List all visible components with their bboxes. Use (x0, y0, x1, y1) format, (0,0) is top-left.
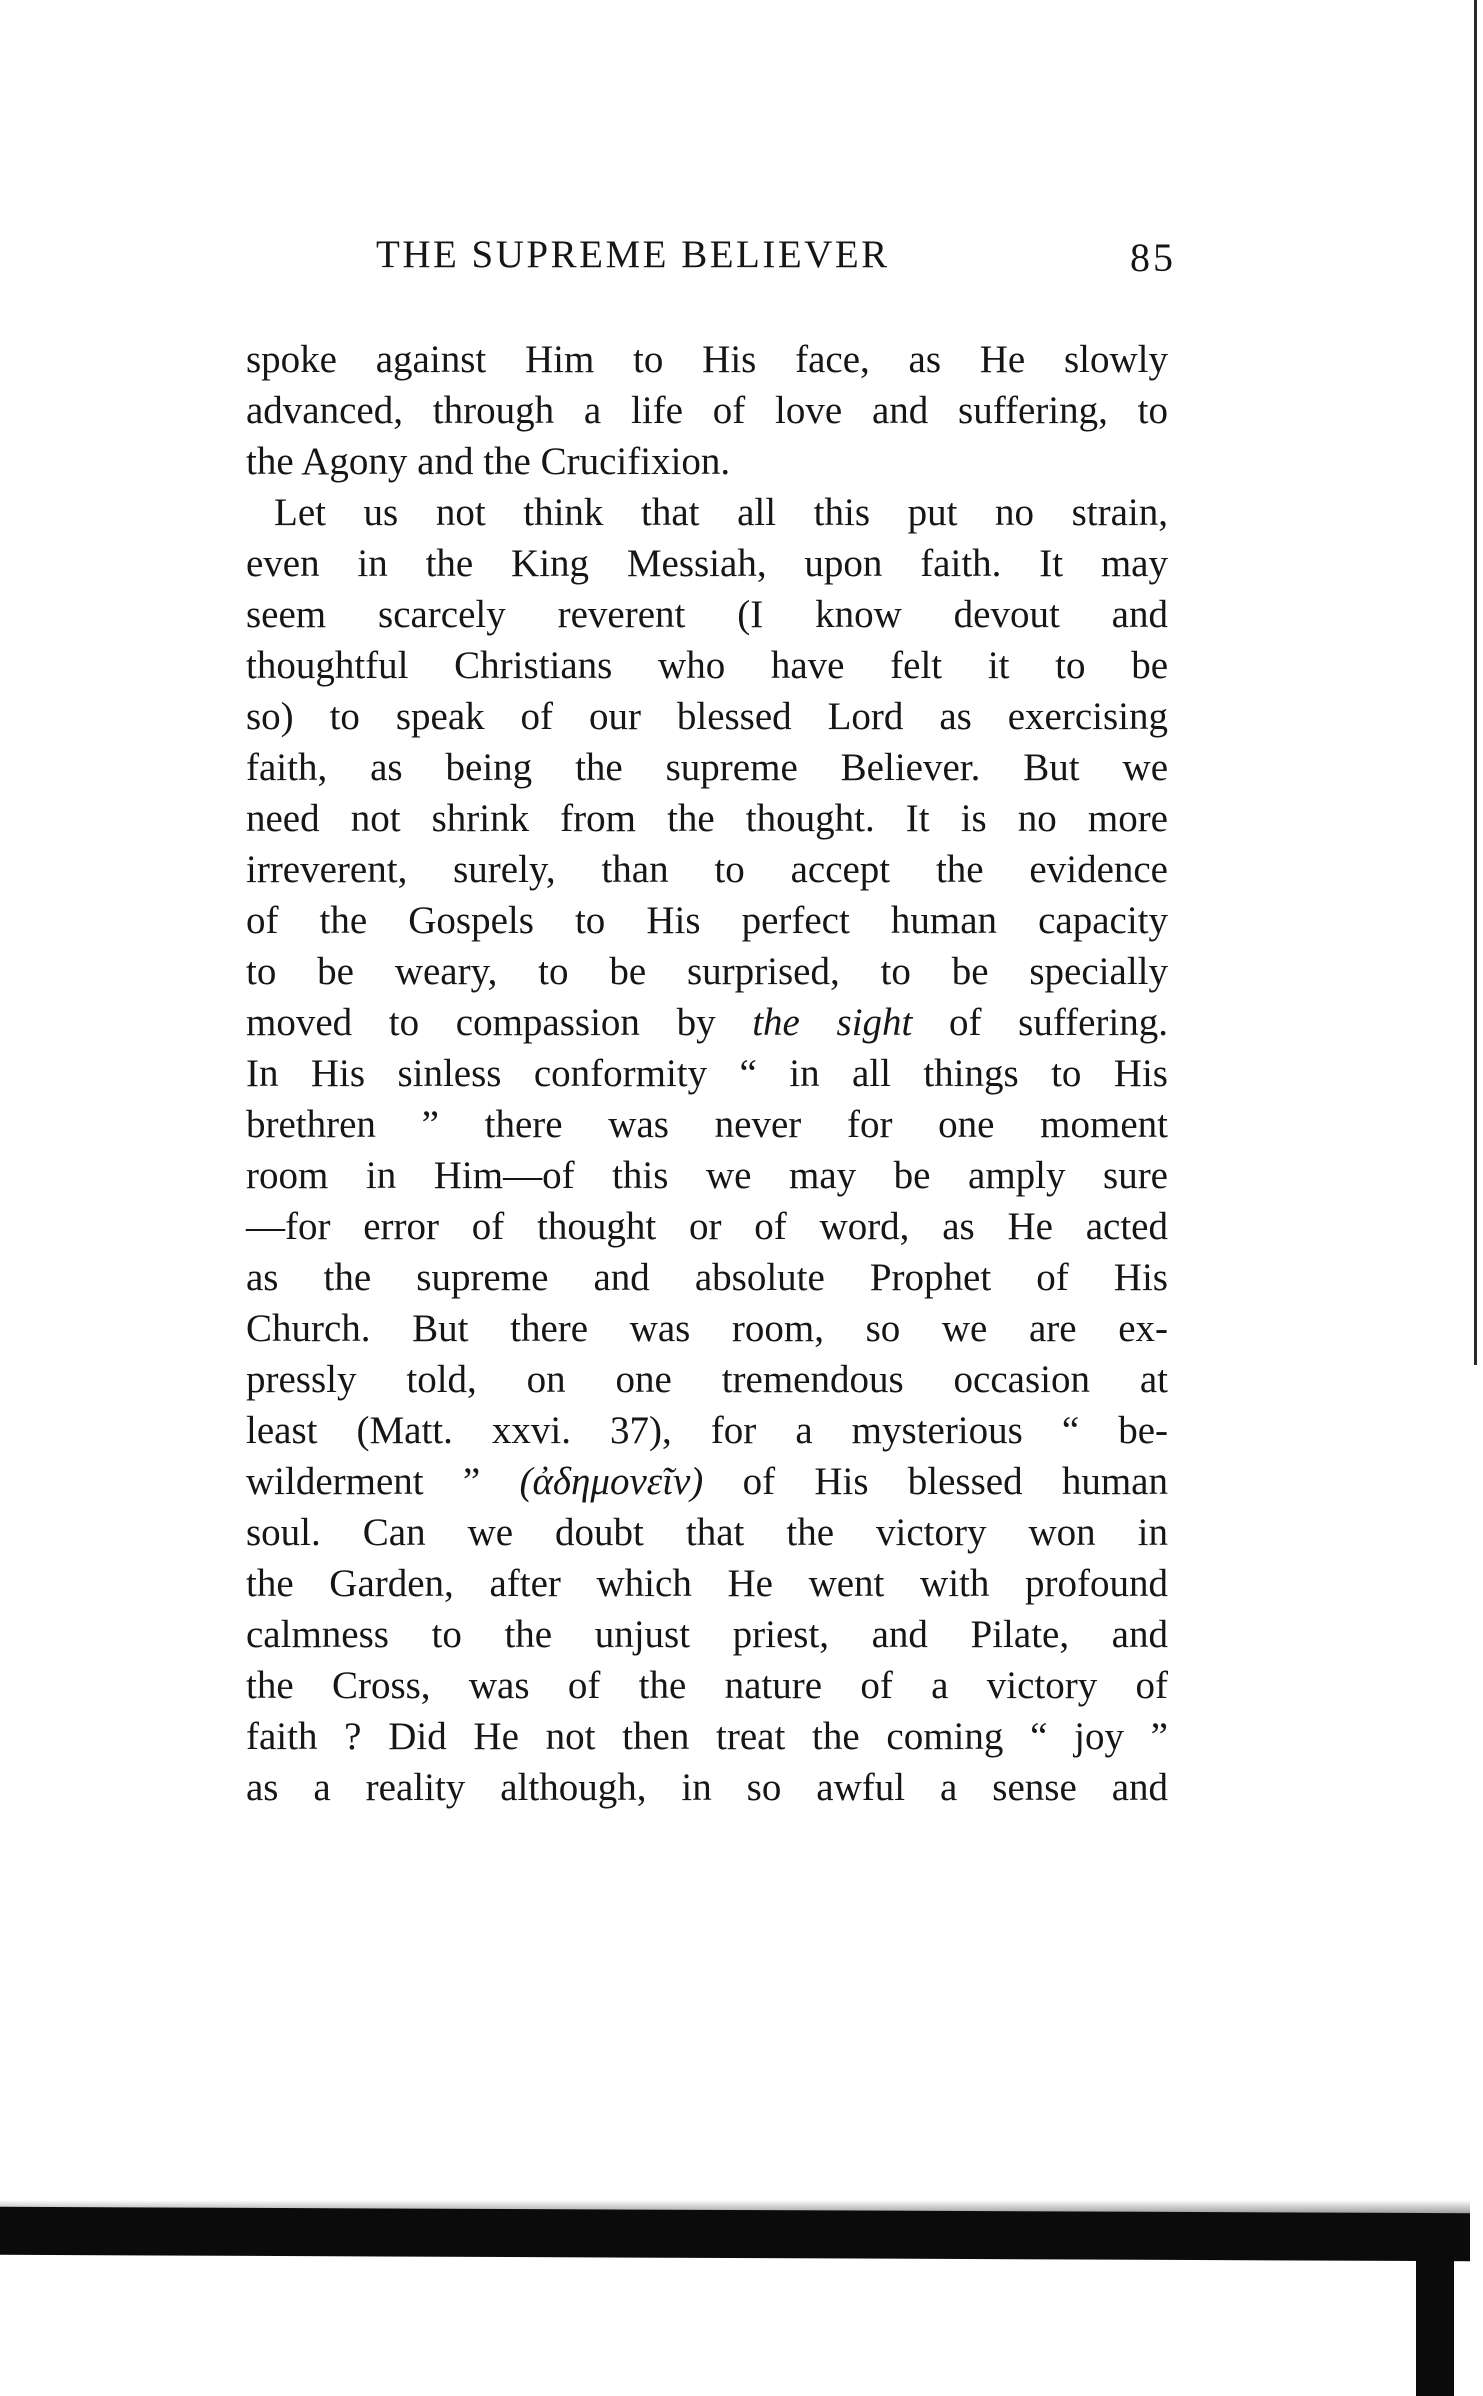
header-title: THE SUPREME BELIEVER (376, 233, 890, 276)
text-line: Let us not think that all this put no strain, (274, 491, 1168, 534)
line-end: of His blessed human (703, 1460, 1168, 1503)
text-line: so) to speak of our blessed Lord as exercising (246, 695, 1168, 738)
page-number: 85 (1130, 235, 1176, 280)
text-line: Church. But there was room, so we are ex- (246, 1307, 1168, 1350)
scan-bottom-edge (1416, 2220, 1454, 2396)
text-line: In His sinless conformity “ in all things to His (246, 1052, 1168, 1095)
greek-word: (ἀδημονεῖν) (519, 1460, 704, 1503)
text-line: of the Gospels to His perfect human capacity (246, 899, 1168, 942)
line-start: moved to compassion by (246, 1001, 753, 1044)
text-line: irreverent, surely, than to accept the evidence (246, 848, 1168, 891)
scan-edge-line (1474, 0, 1477, 1365)
text-line: advanced, through a life of love and suffering, to (246, 389, 1168, 432)
text-line: as the supreme and absolute Prophet of His (246, 1256, 1168, 1299)
text-line: the Agony and the Crucifixion. (246, 440, 731, 483)
italic-phrase: the sight (752, 1001, 913, 1044)
line-end: of suffering. (912, 1001, 1168, 1044)
text-line: brethren ” there was never for one moment (246, 1103, 1168, 1146)
text-line: the Garden, after which He went with profound (246, 1562, 1168, 1605)
text-line: to be weary, to be surprised, to be specially (246, 950, 1168, 993)
text-line: room in Him—of this we may be amply sure (246, 1154, 1168, 1197)
text-line: least (Matt. xxvi. 37), for a mysterious “ be- (246, 1409, 1168, 1452)
text-line: as a reality although, in so awful a sense and (246, 1766, 1168, 1809)
scan-bottom-bar (0, 2207, 1470, 2261)
text-line: the Cross, was of the nature of a victory of (246, 1664, 1168, 1707)
text-line: soul. Can we doubt that the victory won in (246, 1511, 1168, 1554)
text-line: pressly told, on one tremendous occasion at (246, 1358, 1168, 1401)
text-line: thoughtful Christians who have felt it to be (246, 644, 1168, 687)
running-header (356, 232, 1176, 292)
text-line-with-italic (246, 997, 1168, 1048)
text-line: calmness to the unjust priest, and Pilate, and (246, 1613, 1168, 1656)
text-line: seem scarcely reverent (I know devout and (246, 593, 1168, 636)
text-line-with-greek (246, 1456, 1168, 1507)
text-line: need not shrink from the thought. It is no more (246, 797, 1168, 840)
text-line: —for error of thought or of word, as He acted (246, 1205, 1168, 1248)
text-line: even in the King Messiah, upon faith. It may (246, 542, 1168, 585)
text-line: spoke against Him to His face, as He slowly (246, 338, 1168, 381)
line-start: wilderment ” (246, 1460, 520, 1503)
text-line: faith, as being the supreme Believer. But we (246, 746, 1168, 789)
body-text (246, 334, 1168, 1813)
text-line: faith ? Did He not then treat the coming “ joy ” (246, 1715, 1168, 1758)
